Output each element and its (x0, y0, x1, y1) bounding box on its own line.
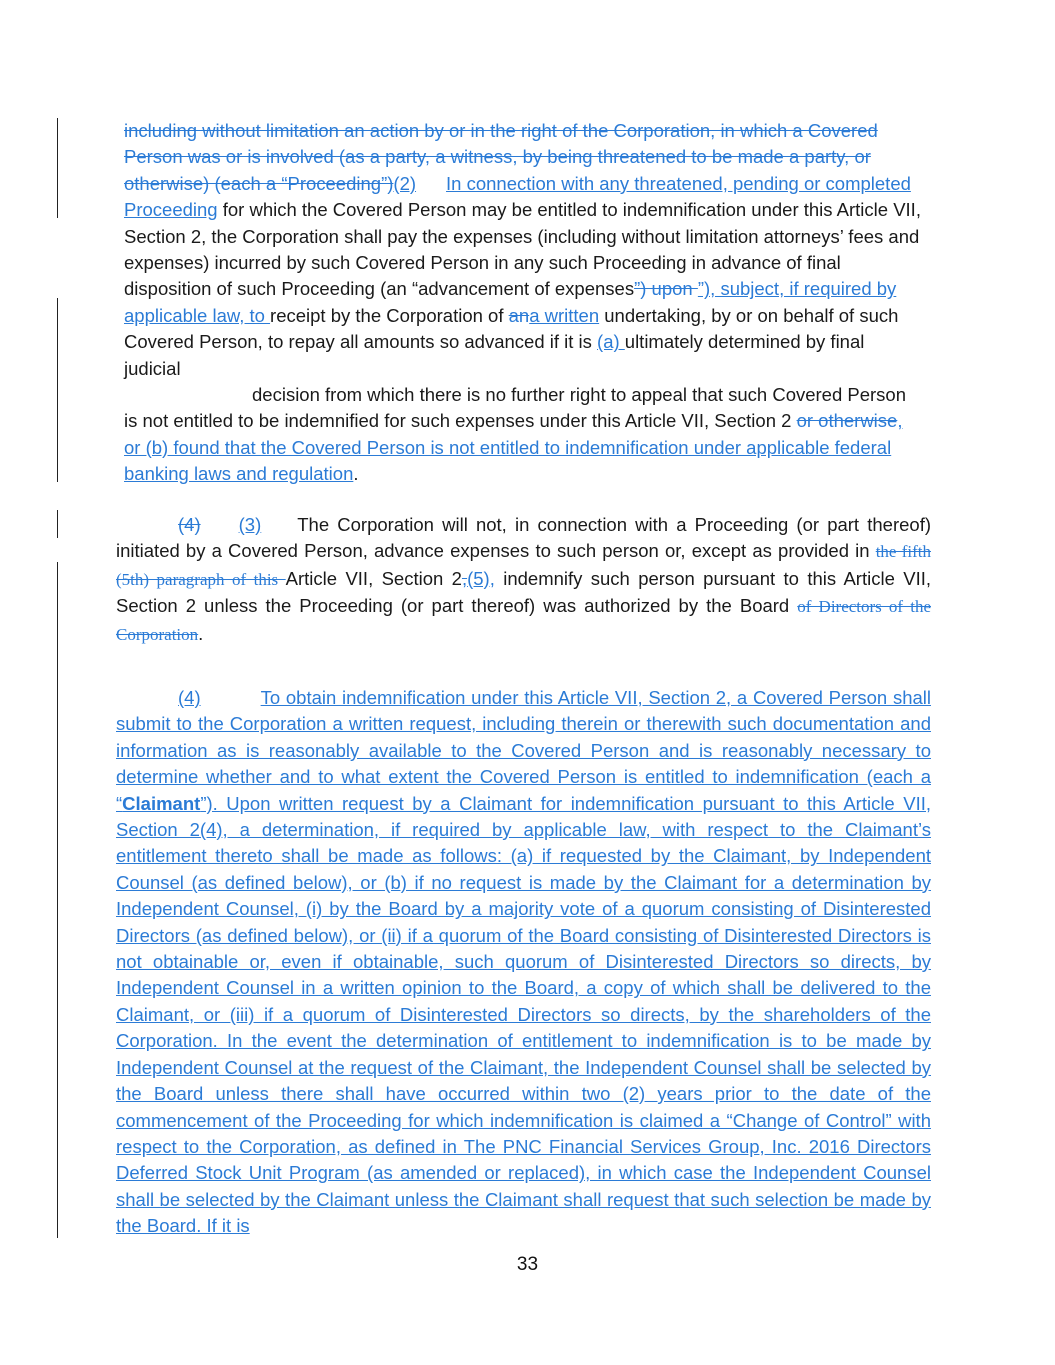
body-text: ultimately determined by final judicial (124, 331, 865, 379)
deleted-text: , (461, 567, 468, 589)
change-bar (57, 510, 58, 538)
page-number: 33 (516, 1254, 539, 1275)
body-text: . (198, 622, 204, 644)
defined-term: Claimant (122, 792, 201, 814)
body-text: decision from which there is no further right to appeal that such Covered Person is not entitled to be indemnified for such expenses under this Article VII, Section 2 (124, 384, 907, 432)
change-bar (57, 118, 58, 218)
change-bar (57, 562, 58, 1238)
deleted-text: the fifth (5th) paragraph of this (116, 542, 931, 589)
body-text: The Corporation will not, in connection with a Proceeding (or part thereof) initiated by a Covered Person, advance expenses to such person or, except as provided in (116, 514, 931, 562)
inserted-text: In connection with any threatened, pending or completed Proceeding (124, 172, 911, 221)
inserted-text: (5), (467, 567, 495, 589)
inserted-text: ”). Upon written request by a Claimant for indemnification pursuant to this Article VII, Section 2(4), a determination, if required by applicable law, with respect to the Claimant’s entitlement thereto shall be made as follows: (a) if requested by the Claimant, by Independent Counsel (as defined below), or (b) if no request is made by the Claimant for a determination by Independent Counsel, (i) by the Board by a majority vote of a quorum consisting of Disinterested Directors (as defined below), or (ii) if a quorum of the Board consisting of Disinterested Directors is not obtainable or, even if obtainable, such quorum of Disinterested Directors so directs, by Independent Counsel in a written opinion to the Board, a copy of which shall be delivered to the Claimant, or (iii) if a quorum of Disinterested Directors so directs, by the shareholders of the Corporation. In the event the determination of entitlement to indemnification is to be made by Independent Counsel at the request of the Claimant, the Independent Counsel shall be selected by the Board unless there shall have occurred within two (2) years prior to the date of the commencement of the Proceeding for which indemnification is claimed a “Change of Control” with respect to the Corporation, as defined in The PNC Financial Services Group, Inc. 2016 Directors Deferred Stock Unit Program (as amended or replaced), in which case the Independent Counsel shall be selected by the Claimant unless the Claimant shall request that such selection be made by the Board. If it is (116, 792, 931, 1237)
deleted-text: ”) upon (634, 278, 698, 300)
inserted-number: (2) (393, 172, 417, 194)
body-text: Article VII, Section 2 (285, 567, 462, 589)
inserted-text: ”), subject, if required by applicable law, to (124, 278, 897, 326)
deleted-text: or otherwise (796, 410, 898, 432)
inserted-text: To obtain indemnification under this Article VII, Section 2, a Covered Person shall submit to the Corporation a written request, including therein or therewith such documentation and information as is reasonably available to the Covered Person and is reasonably necessary to determine whether and to what extent the Covered Person is entitled to indemnification (each a “ (116, 687, 931, 814)
change-bar (57, 298, 58, 482)
body-text: for which the Covered Person may be entitled to indemnification under this Article VII, Section 2, the Corporation shall pay the expenses (including without limitation attorneys’ fees and expenses) incurred by such Covered Person in any such Proceeding in advance of final disposition of such Proceeding (an “advancement of expenses (124, 199, 921, 300)
paragraph-advancement (124, 118, 924, 488)
body-text: . (353, 463, 359, 485)
inserted-number: (4) (178, 687, 201, 708)
paragraph-indemnification-request (116, 685, 931, 1240)
deleted-text: an (508, 304, 530, 326)
inserted-number: (3) (238, 514, 262, 535)
inserted-text: , or (b) found that the Covered Person is not entitled to indemnification under applicable federal banking laws and regulation (124, 410, 903, 485)
body-text: receipt by the Corporation of (270, 304, 509, 326)
deleted-text: including without limitation an action by or in the right of the Corporation, in which a Covered Person was or is involved (as a party, a witness, by being threatened to be made a party, or otherwise) (each a “Proceeding”) (124, 120, 878, 194)
inserted-text: (a) (597, 331, 625, 353)
body-text: indemnify such person pursuant to this Article VII, Section 2 unless the Proceeding (or part thereof) was authorized by the Board (116, 567, 931, 617)
deleted-text: of Directors of the Corporation (116, 597, 931, 644)
paragraph-initiated-proceeding (116, 512, 931, 648)
inserted-text: a written (529, 304, 600, 326)
deleted-number: (4) (178, 514, 201, 535)
body-text: undertaking, by or on behalf of such Covered Person, to repay all amounts so advanced if it is (124, 304, 899, 353)
